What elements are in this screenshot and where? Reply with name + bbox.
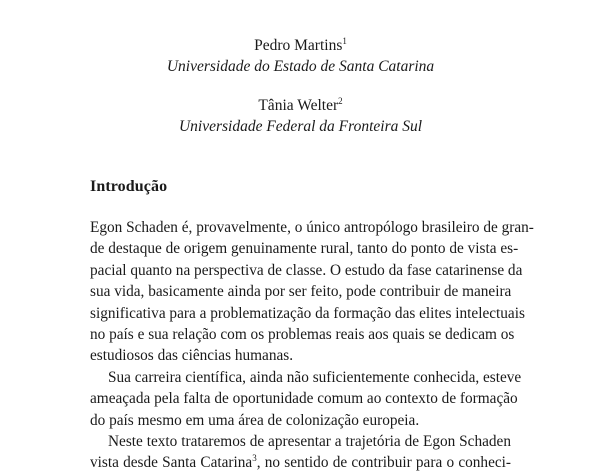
paragraph-line: Sua carreira científica, ainda não suficientemente conhecida, esteve xyxy=(108,368,522,386)
author-1 xyxy=(0,36,601,56)
paragraph-line: Egon Schaden é, provavelmente, o único antropólogo brasileiro de gran- xyxy=(90,219,534,236)
author-2-footnote-marker[interactable]: 2 xyxy=(338,96,343,106)
section-heading: Introdução xyxy=(90,178,168,195)
paragraph-line: no país e sua relação com os problemas reais aos quais se dedicam os xyxy=(90,325,515,343)
author-2 xyxy=(0,96,601,116)
author-2-name: Tânia Welter xyxy=(258,97,339,114)
paragraph-2 xyxy=(90,367,522,431)
paragraph-line: Neste texto trataremos de apresentar a trajetória de Egon Schaden xyxy=(108,433,511,450)
author-2-affiliation: Universidade Federal da Fronteira Sul xyxy=(178,118,423,135)
paragraph-line: pacial quanto na perspectiva de classe. O estudo da fase catarinense da xyxy=(90,261,523,279)
paragraph-line-start: vista desde Santa Catarina xyxy=(90,454,253,472)
author-1-footnote-marker[interactable]: 1 xyxy=(342,36,347,46)
paragraph-line: sua vida, basicamente ainda por ser feito, pode contribuir de maneira xyxy=(90,283,512,301)
paragraph-line-end: , no sentido de contribuir para o conheci- xyxy=(256,454,511,472)
paragraph-line: significativa para a problematização da formação das elites intelectuais xyxy=(90,304,525,322)
footnote-marker-3[interactable]: 3 xyxy=(252,453,257,464)
paragraph-1 xyxy=(90,217,534,367)
paragraph-line: de destaque de origem genuinamente rural, tanto do ponto de vista es- xyxy=(90,240,519,258)
paragraph-line: ameaçada pela falta de oportunidade comum ao contexto de formação xyxy=(90,390,518,408)
paragraph-3 xyxy=(90,431,511,474)
author-1-affiliation: Universidade do Estado de Santa Catarina xyxy=(166,58,435,75)
paragraph-line: estudiosos das ciências humanas. xyxy=(90,347,294,365)
paragraph-line: do país mesmo em uma área de colonização europeia. xyxy=(90,411,420,429)
author-1-name: Pedro Martins xyxy=(254,37,343,54)
